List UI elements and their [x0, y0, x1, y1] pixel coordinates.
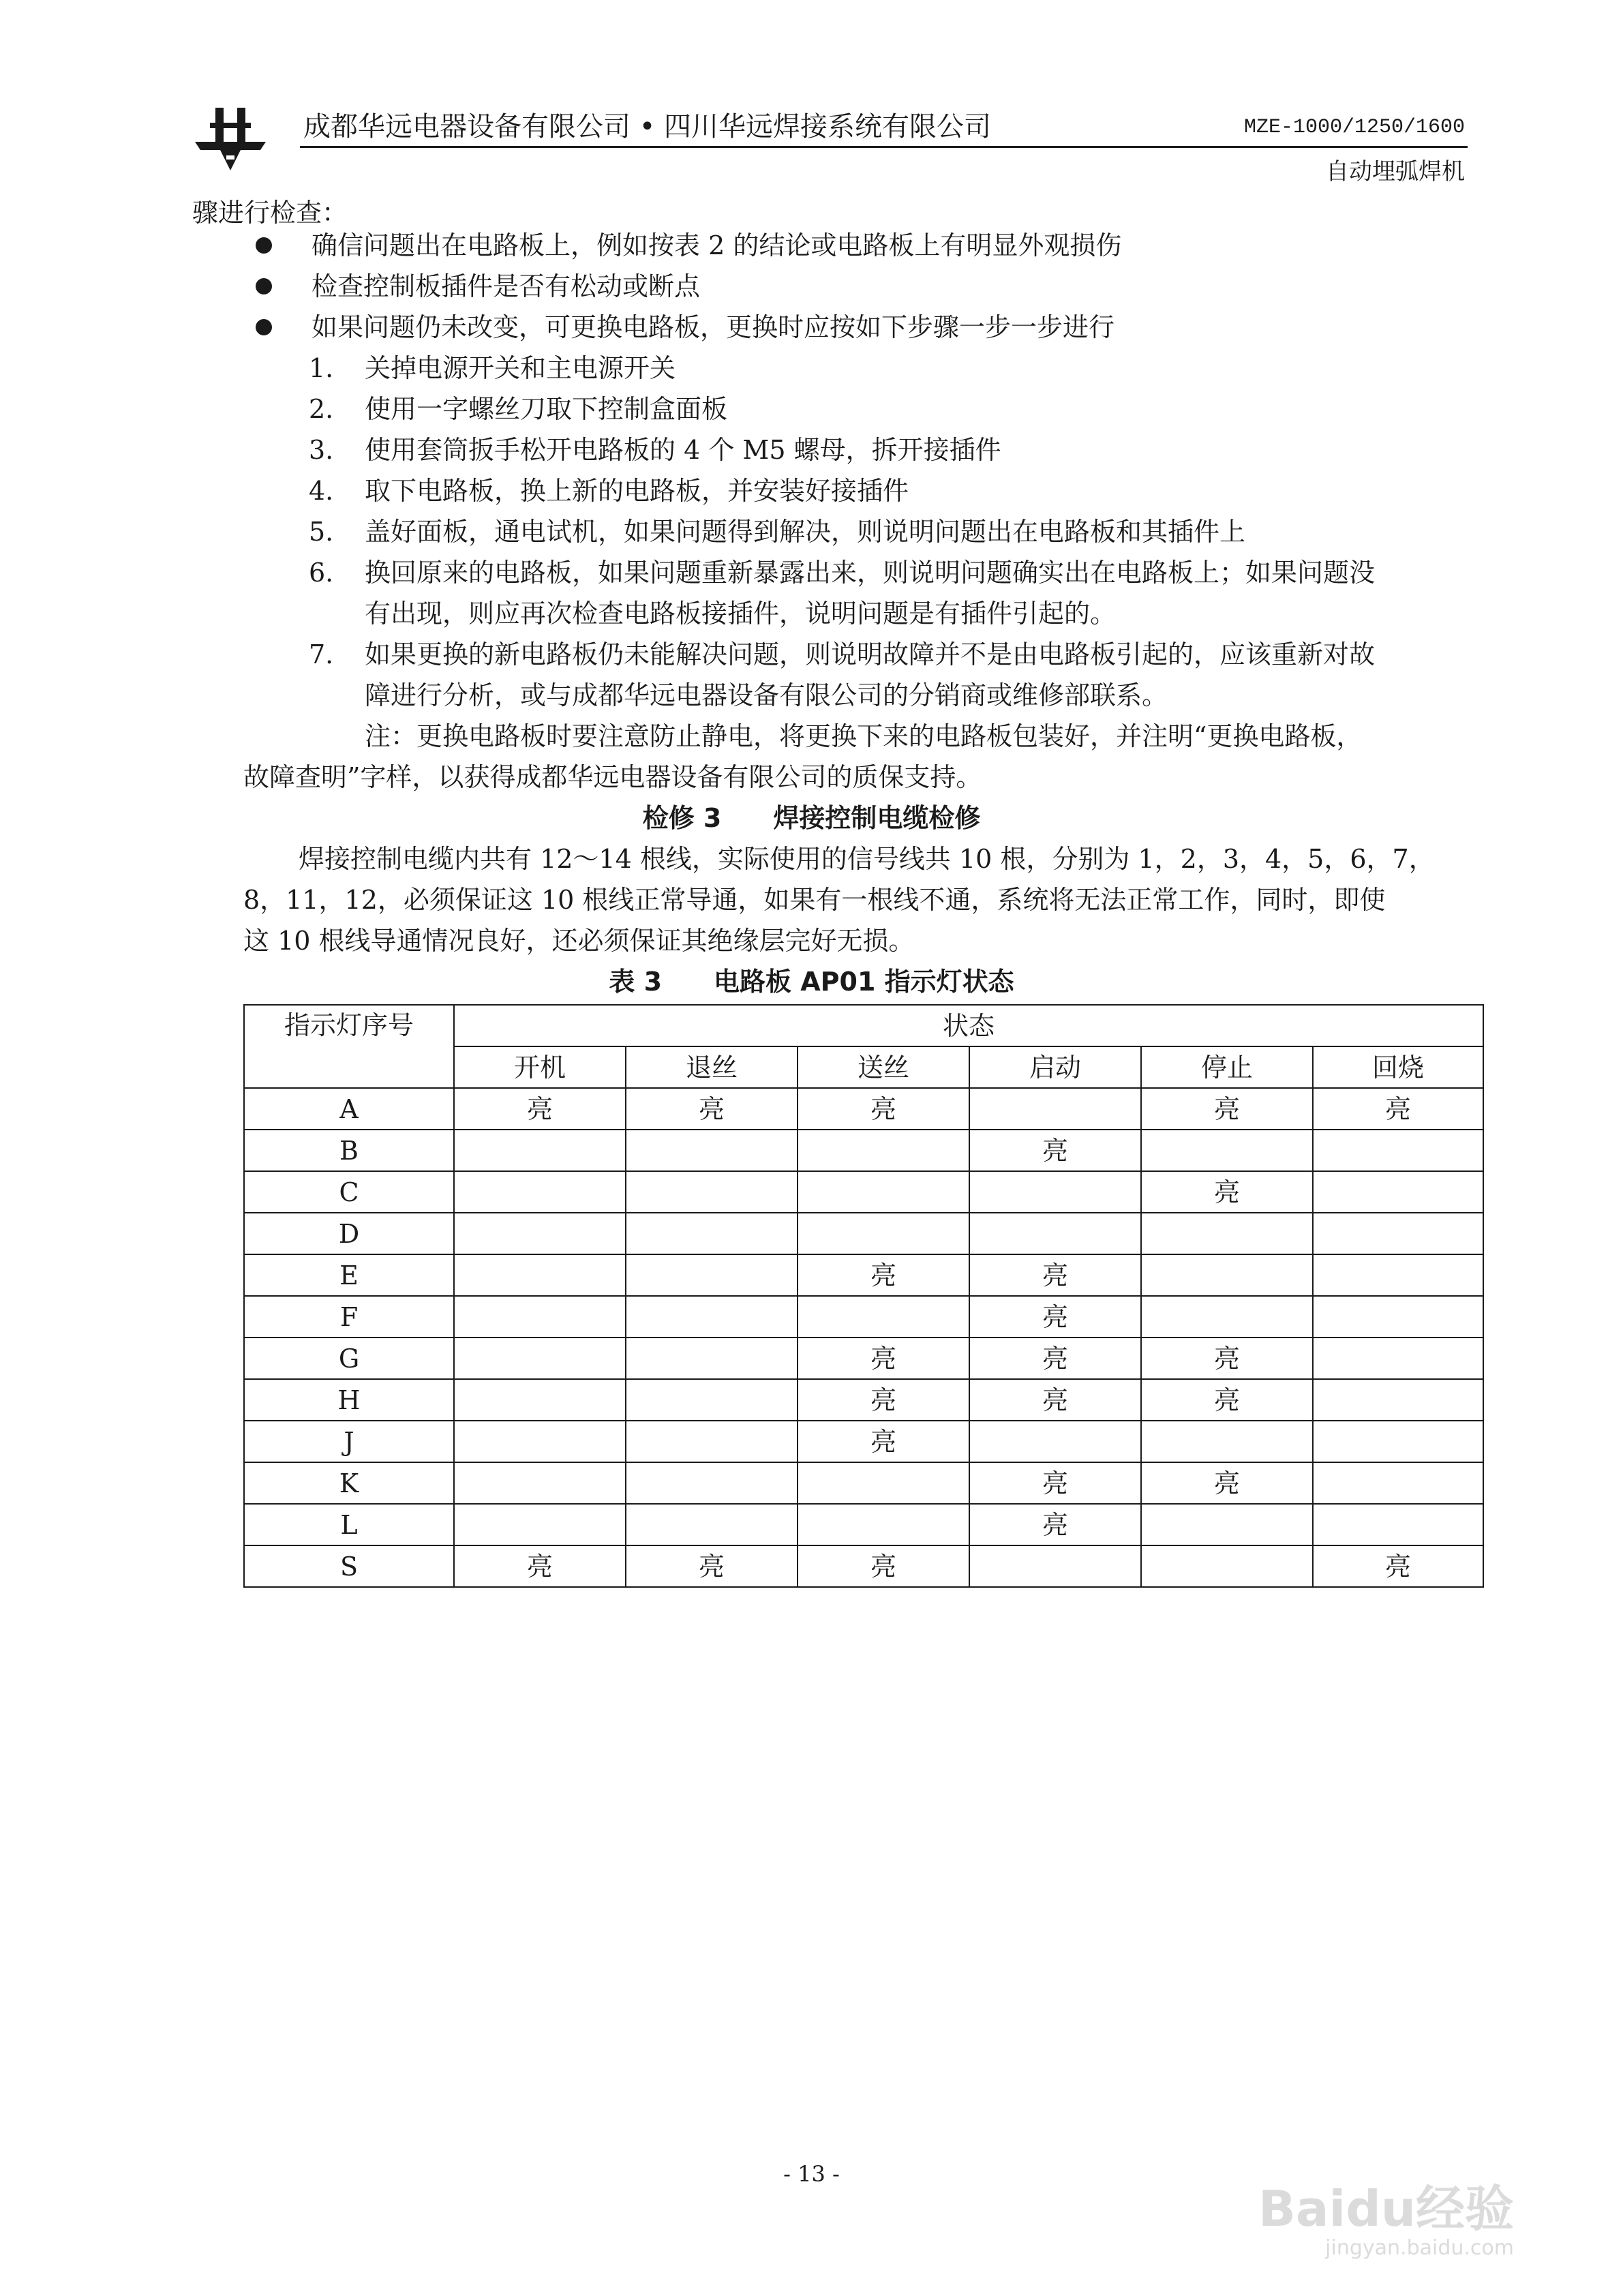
status-cell: 亮 — [969, 1504, 1141, 1545]
status-cell — [454, 1171, 626, 1213]
indicator-id-cell: H — [244, 1379, 454, 1421]
intro-text: 骤进行检查： — [192, 198, 348, 228]
status-cell — [626, 1462, 798, 1504]
step-item: 7. 如果更换的新电路板仍未能解决问题，则说明故障并不是由电路板引起的，应该重新对故 — [309, 639, 1376, 669]
table-row — [244, 1462, 1483, 1504]
table-row — [244, 1213, 1483, 1254]
status-cell — [454, 1379, 626, 1421]
baidu-watermark — [1132, 2181, 1514, 2263]
step-item: 2. 使用一字螺丝刀取下控制盒面板 — [309, 394, 728, 424]
status-cell — [798, 1296, 969, 1338]
status-cell: 亮 — [798, 1421, 969, 1462]
status-cell: 亮 — [454, 1088, 626, 1130]
bullet-dot — [256, 237, 272, 254]
header-model: MZE-1000/1250/1600 — [1243, 116, 1465, 139]
status-cell — [626, 1379, 798, 1421]
status-cell: 亮 — [969, 1379, 1141, 1421]
watermark-url: jingyan.baidu.com — [1325, 2236, 1514, 2260]
status-cell: 亮 — [1141, 1088, 1313, 1130]
table-row — [244, 1504, 1483, 1545]
status-cell — [1313, 1213, 1483, 1254]
status-cell — [1141, 1130, 1313, 1171]
table-row — [244, 1421, 1483, 1462]
status-cell — [798, 1130, 969, 1171]
group-header-cell: 状态 — [454, 1005, 1483, 1046]
header-product: 自动埋弧焊机 — [1326, 158, 1465, 185]
note-line: 故障查明”字样，以获得成都华远电器设备有限公司的质保支持。 — [243, 762, 982, 792]
status-cell — [454, 1462, 626, 1504]
bullet-item: 如果问题仍未改变，可更换电路板，更换时应按如下步骤一步一步进行 — [312, 307, 1114, 348]
table-row — [244, 1171, 1483, 1213]
column-header: 开机 — [454, 1046, 626, 1088]
status-cell — [798, 1213, 969, 1254]
status-cell: 亮 — [798, 1088, 969, 1130]
status-cell: 亮 — [798, 1379, 969, 1421]
status-cell: 亮 — [969, 1462, 1141, 1504]
table-row — [244, 1254, 1483, 1296]
status-cell — [969, 1421, 1141, 1462]
bullet-item: 检查控制板插件是否有松动或断点 — [312, 266, 700, 307]
status-cell — [1141, 1296, 1313, 1338]
status-cell: 亮 — [969, 1296, 1141, 1338]
table-caption: 表 3 电路板 AP01 指示灯状态 — [609, 967, 1014, 997]
status-cell: 亮 — [969, 1338, 1141, 1379]
status-cell — [454, 1130, 626, 1171]
column-header: 回烧 — [1313, 1046, 1483, 1088]
status-cell — [454, 1296, 626, 1338]
status-cell: 亮 — [1141, 1171, 1313, 1213]
indicator-id-cell: S — [244, 1545, 454, 1587]
status-cell — [626, 1338, 798, 1379]
indicator-id-cell: E — [244, 1254, 454, 1296]
column-header: 启动 — [969, 1046, 1141, 1088]
status-cell: 亮 — [1141, 1379, 1313, 1421]
status-cell: 亮 — [1141, 1338, 1313, 1379]
table-row — [244, 1545, 1483, 1587]
indicator-id-cell: B — [244, 1130, 454, 1171]
status-cell: 亮 — [626, 1088, 798, 1130]
column-header: 送丝 — [798, 1046, 969, 1088]
status-cell — [1313, 1462, 1483, 1504]
indicator-table — [243, 1004, 1484, 1588]
status-cell — [798, 1171, 969, 1213]
status-cell: 亮 — [798, 1545, 969, 1587]
status-cell — [454, 1421, 626, 1462]
step-item: 4. 取下电路板，换上新的电路板，并安装好接插件 — [309, 476, 909, 506]
bullet-dot — [256, 319, 272, 335]
status-cell: 亮 — [969, 1130, 1141, 1171]
step-continuation: 障进行分析，或与成都华远电器设备有限公司的分销商或维修部联系。 — [365, 680, 1168, 710]
status-cell — [1141, 1254, 1313, 1296]
status-cell — [1141, 1504, 1313, 1545]
status-cell — [454, 1338, 626, 1379]
step-item: 5. 盖好面板，通电试机，如果问题得到解决，则说明问题出在电路板和其插件上 — [309, 517, 1246, 547]
page-number: - 13 - — [783, 2161, 840, 2187]
indicator-id-cell: A — [244, 1088, 454, 1130]
step-continuation: 有出现，则应再次检查电路板接插件，说明问题是有插件引起的。 — [365, 599, 1117, 629]
indicator-id-cell: G — [244, 1338, 454, 1379]
status-cell — [1313, 1171, 1483, 1213]
step-item: 1. 关掉电源开关和主电源开关 — [309, 353, 676, 383]
status-cell — [969, 1213, 1141, 1254]
status-cell — [1313, 1379, 1483, 1421]
table-row — [244, 1130, 1483, 1171]
column-header: 停止 — [1141, 1046, 1313, 1088]
status-cell — [1313, 1254, 1483, 1296]
indicator-id-cell: F — [244, 1296, 454, 1338]
status-cell — [1313, 1421, 1483, 1462]
row-header-cell: 指示灯序号 — [244, 1005, 454, 1088]
indicator-id-cell: C — [244, 1171, 454, 1213]
paragraph-line: 这 10 根线导通情况良好，还必须保证其绝缘层完好无损。 — [243, 926, 915, 956]
table-row — [244, 1338, 1483, 1379]
status-cell — [798, 1504, 969, 1545]
status-cell — [454, 1213, 626, 1254]
step-item: 6. 换回原来的电路板，如果问题重新暴露出来，则说明问题确实出在电路板上；如果问题没 — [309, 558, 1376, 588]
status-cell — [1141, 1421, 1313, 1462]
indicator-id-cell: L — [244, 1504, 454, 1545]
note-line: 注：更换电路板时要注意防止静电，将更换下来的电路板包装好，并注明“更换电路板， — [365, 721, 1363, 751]
status-cell — [969, 1545, 1141, 1587]
status-cell — [626, 1130, 798, 1171]
watermark-brand: Baidu经验 — [1258, 2180, 1514, 2237]
paragraph-line: 焊接控制电缆内共有 12～14 根线，实际使用的信号线共 10 根，分别为 1，2，3，4，5，6，7， — [299, 844, 1435, 874]
column-header: 退丝 — [626, 1046, 798, 1088]
status-cell — [1313, 1504, 1483, 1545]
status-cell — [1313, 1130, 1483, 1171]
table-body — [244, 1088, 1483, 1587]
status-cell — [626, 1296, 798, 1338]
status-cell — [1313, 1296, 1483, 1338]
header-company: 成都华远电器设备有限公司 • 四川华远焊接系统有限公司 — [303, 111, 992, 142]
indicator-id-cell: K — [244, 1462, 454, 1504]
status-cell: 亮 — [454, 1545, 626, 1587]
company-logo — [189, 102, 271, 174]
status-cell — [798, 1462, 969, 1504]
table-row — [244, 1379, 1483, 1421]
bullet-item: 确信问题出在电路板上，例如按表 2 的结论或电路板上有明显外观损伤 — [312, 225, 1121, 266]
status-cell: 亮 — [798, 1254, 969, 1296]
status-cell — [626, 1171, 798, 1213]
status-cell: 亮 — [1313, 1088, 1483, 1130]
status-cell — [969, 1171, 1141, 1213]
status-cell: 亮 — [626, 1545, 798, 1587]
header-divider — [300, 146, 1468, 148]
status-cell — [626, 1254, 798, 1296]
indicator-id-cell: D — [244, 1213, 454, 1254]
status-cell — [626, 1421, 798, 1462]
logo-graphic — [189, 102, 271, 174]
paragraph-line: 8，11，12，必须保证这 10 根线正常导通，如果有一根线不通，系统将无法正常工作，同时，即使 — [243, 885, 1386, 915]
status-cell — [969, 1088, 1141, 1130]
status-cell: 亮 — [969, 1254, 1141, 1296]
status-cell — [1313, 1338, 1483, 1379]
status-cell — [1141, 1545, 1313, 1587]
indicator-id-cell: J — [244, 1421, 454, 1462]
status-cell — [1141, 1213, 1313, 1254]
status-cell: 亮 — [1141, 1462, 1313, 1504]
bullet-dot — [256, 278, 272, 294]
status-cell — [626, 1213, 798, 1254]
status-cell: 亮 — [798, 1338, 969, 1379]
status-cell — [454, 1254, 626, 1296]
table-row — [244, 1296, 1483, 1338]
status-cell: 亮 — [1313, 1545, 1483, 1587]
table-row — [244, 1088, 1483, 1130]
status-cell — [454, 1504, 626, 1545]
section-title: 检修 3 焊接控制电缆检修 — [642, 803, 981, 833]
step-item: 3. 使用套筒扳手松开电路板的 4 个 M5 螺母，拆开接插件 — [309, 435, 1001, 465]
status-cell — [626, 1504, 798, 1545]
